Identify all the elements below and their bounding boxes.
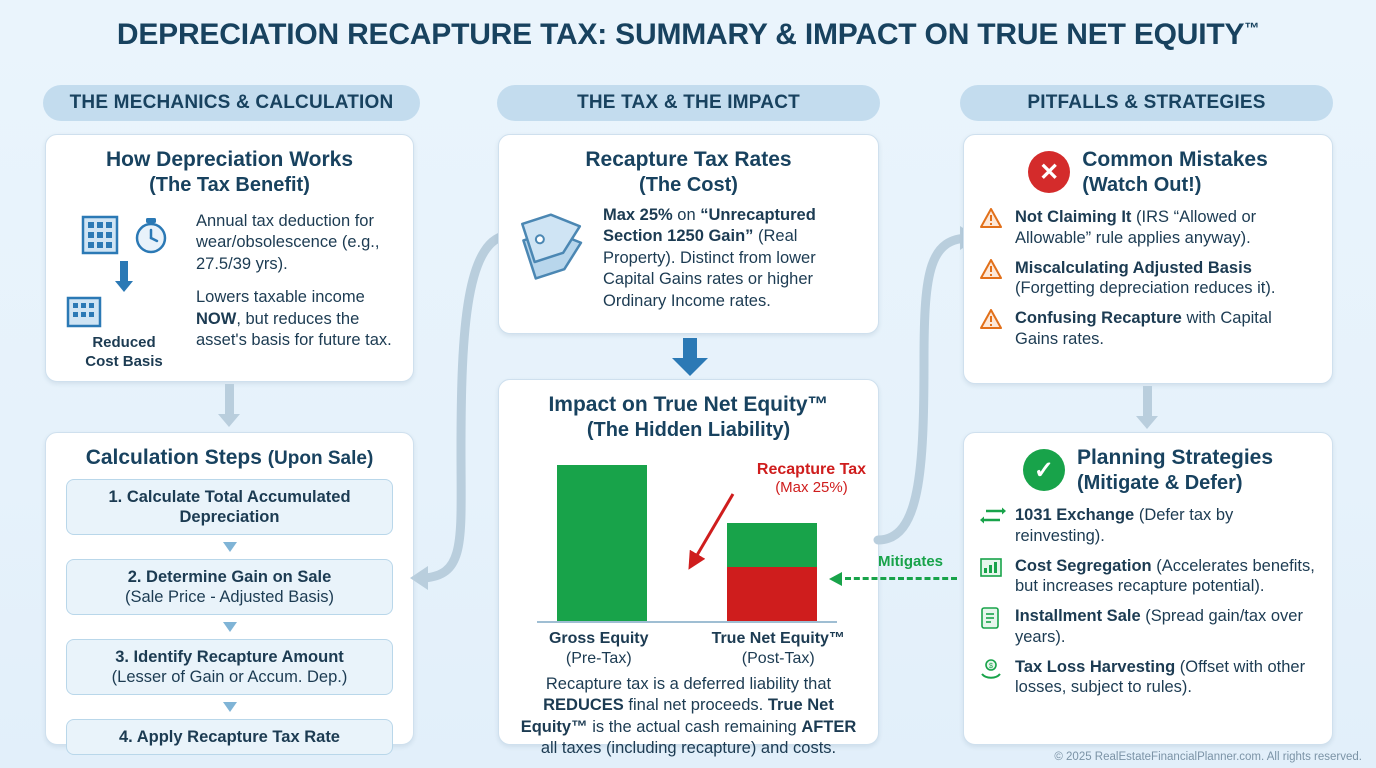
warning-triangle-icon xyxy=(980,308,1006,350)
connector-col1-head xyxy=(218,414,240,427)
strategy-item-3: Installment Sale (Spread gain/tax over years). xyxy=(980,606,1316,648)
connector-col1-shaft xyxy=(225,384,234,416)
strategies-title-line2: (Mitigate & Defer) xyxy=(1076,471,1243,494)
bar-gross-equity xyxy=(557,465,647,623)
column-header-tax-impact: THE TAX & THE IMPACT xyxy=(497,85,880,121)
calc-title-sub: (Upon Sale) xyxy=(267,448,374,469)
recapture-tax-annotation: Recapture Tax (Max 25%) xyxy=(756,461,866,497)
mistake-item-1: Not Claiming It (IRS “Allowed or Allowable” rule applies anyway). xyxy=(980,207,1316,249)
strategies-title-line1: Planning Strategies xyxy=(1076,446,1274,469)
bar-segment-net xyxy=(727,523,817,567)
how-title-line1: How Depreciation Works xyxy=(106,148,353,171)
card-calculation-steps xyxy=(45,432,414,745)
step-arrow-1 xyxy=(223,542,237,552)
how-title-line2: (The Tax Benefit) xyxy=(149,173,310,196)
strategy-item-4: $ Tax Loss Harvesting (Offset with other losses, subject to rules). xyxy=(980,657,1316,699)
trademark-symbol: ™ xyxy=(1244,20,1260,37)
calculation-steps-list xyxy=(46,471,413,756)
chart-axis xyxy=(537,621,837,623)
copyright-footer: © 2025 RealEstateFinancialPlanner.com. All rights reserved. xyxy=(1054,751,1362,763)
page-title xyxy=(0,18,1376,52)
how-text xyxy=(196,207,399,372)
rates-title-line1: Recapture Tax Rates xyxy=(585,148,792,171)
card-planning-strategies xyxy=(963,432,1333,745)
exchange-arrows-icon xyxy=(980,505,1006,547)
building-icon xyxy=(77,213,123,257)
step-4: 4. Apply Recapture Tax Rate xyxy=(66,719,393,755)
clock-icon xyxy=(131,213,171,257)
how-paragraph-1: Annual tax deduction for wear/obsolescence (e.g., 27.5/39 yrs). xyxy=(196,212,380,273)
rates-text: Max 25% on “Unrecaptured Section 1250 Gain” (Real Property). Distinct from lower Capital Gains rates or higher Ordinary Income rates. xyxy=(603,206,816,310)
connector-col3-shaft xyxy=(1143,386,1152,418)
label-gross-equity: Gross Equity (Pre-Tax) xyxy=(548,630,649,667)
step-arrow-2 xyxy=(223,622,237,632)
warning-triangle-icon xyxy=(980,207,1006,249)
mistakes-title-line2: (Watch Out!) xyxy=(1082,173,1202,196)
label-true-net-equity: True Net Equity™ (Post-Tax) xyxy=(711,630,845,667)
equity-bar-chart xyxy=(499,448,878,623)
connector-rates-to-impact xyxy=(672,338,708,376)
bar-true-net-equity xyxy=(727,523,817,623)
how-illustration xyxy=(62,207,186,372)
check-circle-icon: ✓ xyxy=(1023,449,1065,491)
chart-category-labels xyxy=(499,629,878,668)
step-1: 1. Calculate Total Accumulated Depreciation xyxy=(66,479,393,535)
card-impact-true-net-equity xyxy=(498,379,879,758)
building-icon-reduced xyxy=(62,296,186,328)
column-header-mechanics: THE MECHANICS & CALCULATION xyxy=(43,85,420,121)
bar-chart-icon xyxy=(980,556,1006,598)
document-icon xyxy=(980,606,1006,648)
how-paragraph-2: Lowers taxable income NOW, but reduces the asset's basis for future tax. xyxy=(196,288,392,350)
column-header-pitfalls: PITFALLS & STRATEGIES xyxy=(960,85,1333,121)
step-3: 3. Identify Recapture Amount (Lesser of Gain or Accum. Dep.) xyxy=(66,639,393,695)
card-how-depreciation-works xyxy=(45,134,414,382)
strategies-list xyxy=(964,495,1332,698)
card-common-mistakes xyxy=(963,134,1333,384)
step-arrow-3 xyxy=(223,702,237,712)
impact-title-line2: (The Hidden Liability) xyxy=(586,418,791,441)
reduced-cost-basis-label: Reduced Cost Basis xyxy=(85,334,163,370)
step-2: 2. Determine Gain on Sale (Sale Price - Adjusted Basis) xyxy=(66,559,393,615)
strategy-item-2: Cost Segregation (Accelerates benefits, but increases recapture potential). xyxy=(980,556,1316,598)
strategy-item-1: 1031 Exchange (Defer tax by reinvesting). xyxy=(980,505,1316,547)
down-arrow-shaft xyxy=(120,261,128,281)
mistake-item-2: Miscalculating Adjusted Basis (Forgetting depreciation reduces it). xyxy=(980,258,1316,300)
price-tag-percent-icon xyxy=(517,205,593,312)
card-recapture-tax-rates xyxy=(498,134,879,334)
connector-col3-head xyxy=(1136,416,1158,429)
rates-title-line2: (The Cost) xyxy=(639,173,738,196)
mistakes-list xyxy=(964,197,1332,350)
warning-triangle-icon xyxy=(980,258,1006,300)
mistake-item-3: Confusing Recapture with Capital Gains rates. xyxy=(980,308,1316,350)
svg-text:$: $ xyxy=(989,662,993,670)
error-circle-icon: ✕ xyxy=(1028,151,1070,193)
impact-note: Recapture tax is a deferred liability that REDUCES final net proceeds. True Net Equity™ is the actual cash remaining AFTER all taxes (including recapture) and costs. xyxy=(520,675,857,758)
mitigates-arrow xyxy=(829,572,959,584)
mitigates-label: Mitigates xyxy=(878,553,944,570)
hand-coin-icon xyxy=(980,657,1006,699)
bar-segment-recapture-tax xyxy=(727,567,817,623)
page-title-text: DEPRECIATION RECAPTURE TAX: SUMMARY & IMPACT ON TRUE NET EQUITY xyxy=(116,18,1245,51)
impact-title-line1: Impact on True Net Equity™ xyxy=(548,393,829,416)
mistakes-title-line1: Common Mistakes xyxy=(1082,148,1268,171)
calc-title: Calculation Steps xyxy=(85,446,262,469)
down-arrow-head xyxy=(115,281,133,292)
